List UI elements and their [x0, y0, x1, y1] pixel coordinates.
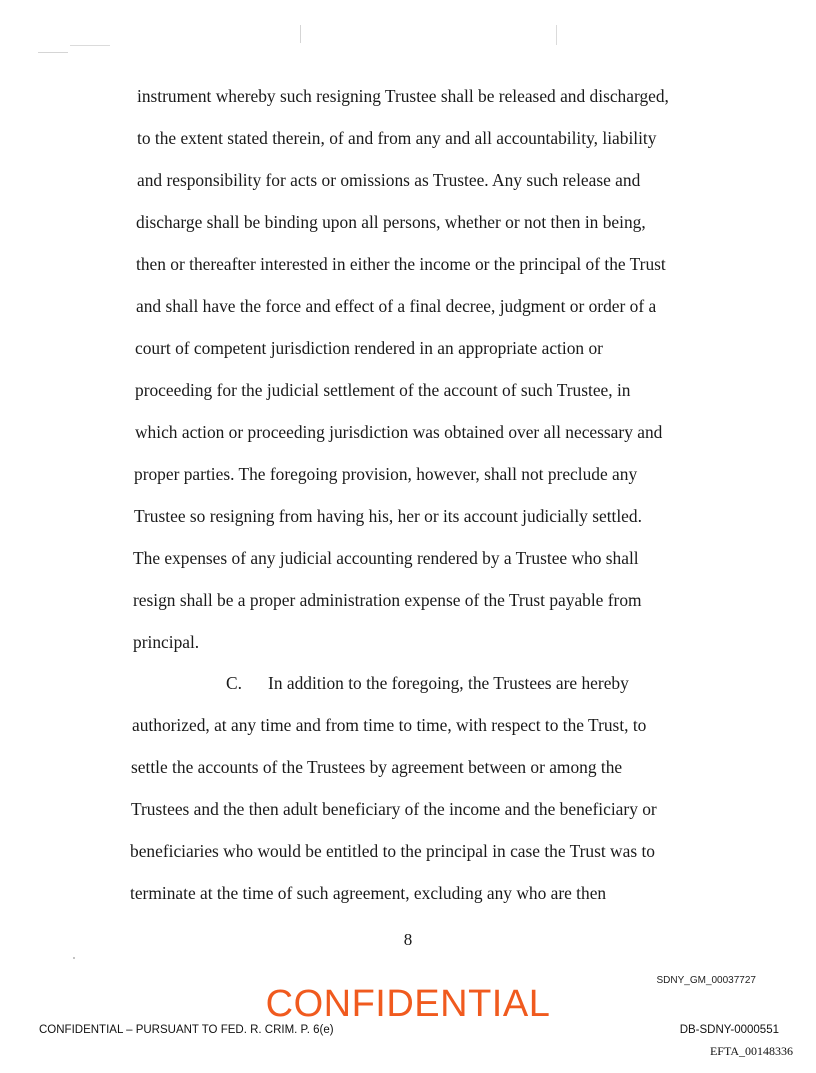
scan-speck	[73, 957, 75, 959]
body-line: resign shall be a proper administration expense of the Trust payable from	[133, 590, 642, 610]
confidential-stamp: CONFIDENTIAL	[265, 983, 551, 1025]
body-line: settle the accounts of the Trustees by agreement between or among the	[131, 757, 623, 777]
scan-speck	[38, 52, 68, 53]
body-line: instrument whereby such resigning Trustee shall be released and discharged,	[137, 86, 669, 106]
body-line: court of competent jurisdiction rendered in an appropriate action or	[135, 338, 603, 358]
footer-efta-number: EFTA_00148336	[709, 1044, 793, 1058]
body-line: discharge shall be binding upon all persons, whether or not then in being,	[136, 212, 646, 232]
body-line: authorized, at any time and from time to time, with respect to the Trust, to	[132, 715, 647, 735]
body-line: principal.	[133, 632, 200, 652]
body-line: The expenses of any judicial accounting rendered by a Trustee who shall	[133, 548, 639, 568]
body-line: beneficiaries who would be entitled to the principal in case the Trust was to	[130, 841, 655, 861]
footer-confidentiality-notice: CONFIDENTIAL – PURSUANT TO FED. R. CRIM. P. 6(e)	[39, 1024, 334, 1036]
body-line: terminate at the time of such agreement, excluding any who are then	[130, 883, 607, 903]
body-line: proper parties. The foregoing provision, however, shall not preclude any	[134, 464, 638, 484]
page-number: 8	[403, 930, 413, 949]
body-line: then or thereafter interested in either the income or the principal of the Trust	[136, 254, 666, 274]
paragraph-c-first-line: C. In addition to the foregoing, the Trustees are hereby	[226, 673, 629, 693]
body-line: proceeding for the judicial settlement of the account of such Trustee, in	[135, 380, 631, 400]
bates-number-sdny-gm: SDNY_GM_00037727	[656, 975, 756, 986]
body-line: and shall have the force and effect of a final decree, judgment or order of a	[136, 296, 657, 316]
body-line: Trustee so resigning from having his, her or its account judicially settled.	[134, 506, 642, 526]
body-line: and responsibility for acts or omissions as Trustee. Any such release and	[137, 170, 641, 190]
scan-speck	[556, 25, 557, 45]
body-line: to the extent stated therein, of and from any and all accountability, liability	[137, 128, 657, 148]
body-line: which action or proceeding jurisdiction was obtained over all necessary and	[135, 422, 663, 442]
scan-speck	[70, 45, 110, 46]
footer-bates-db-sdny: DB-SDNY-0000551	[679, 1024, 779, 1036]
scan-speck	[300, 25, 301, 43]
body-line: Trustees and the then adult beneficiary of the income and the beneficiary or	[131, 799, 657, 819]
